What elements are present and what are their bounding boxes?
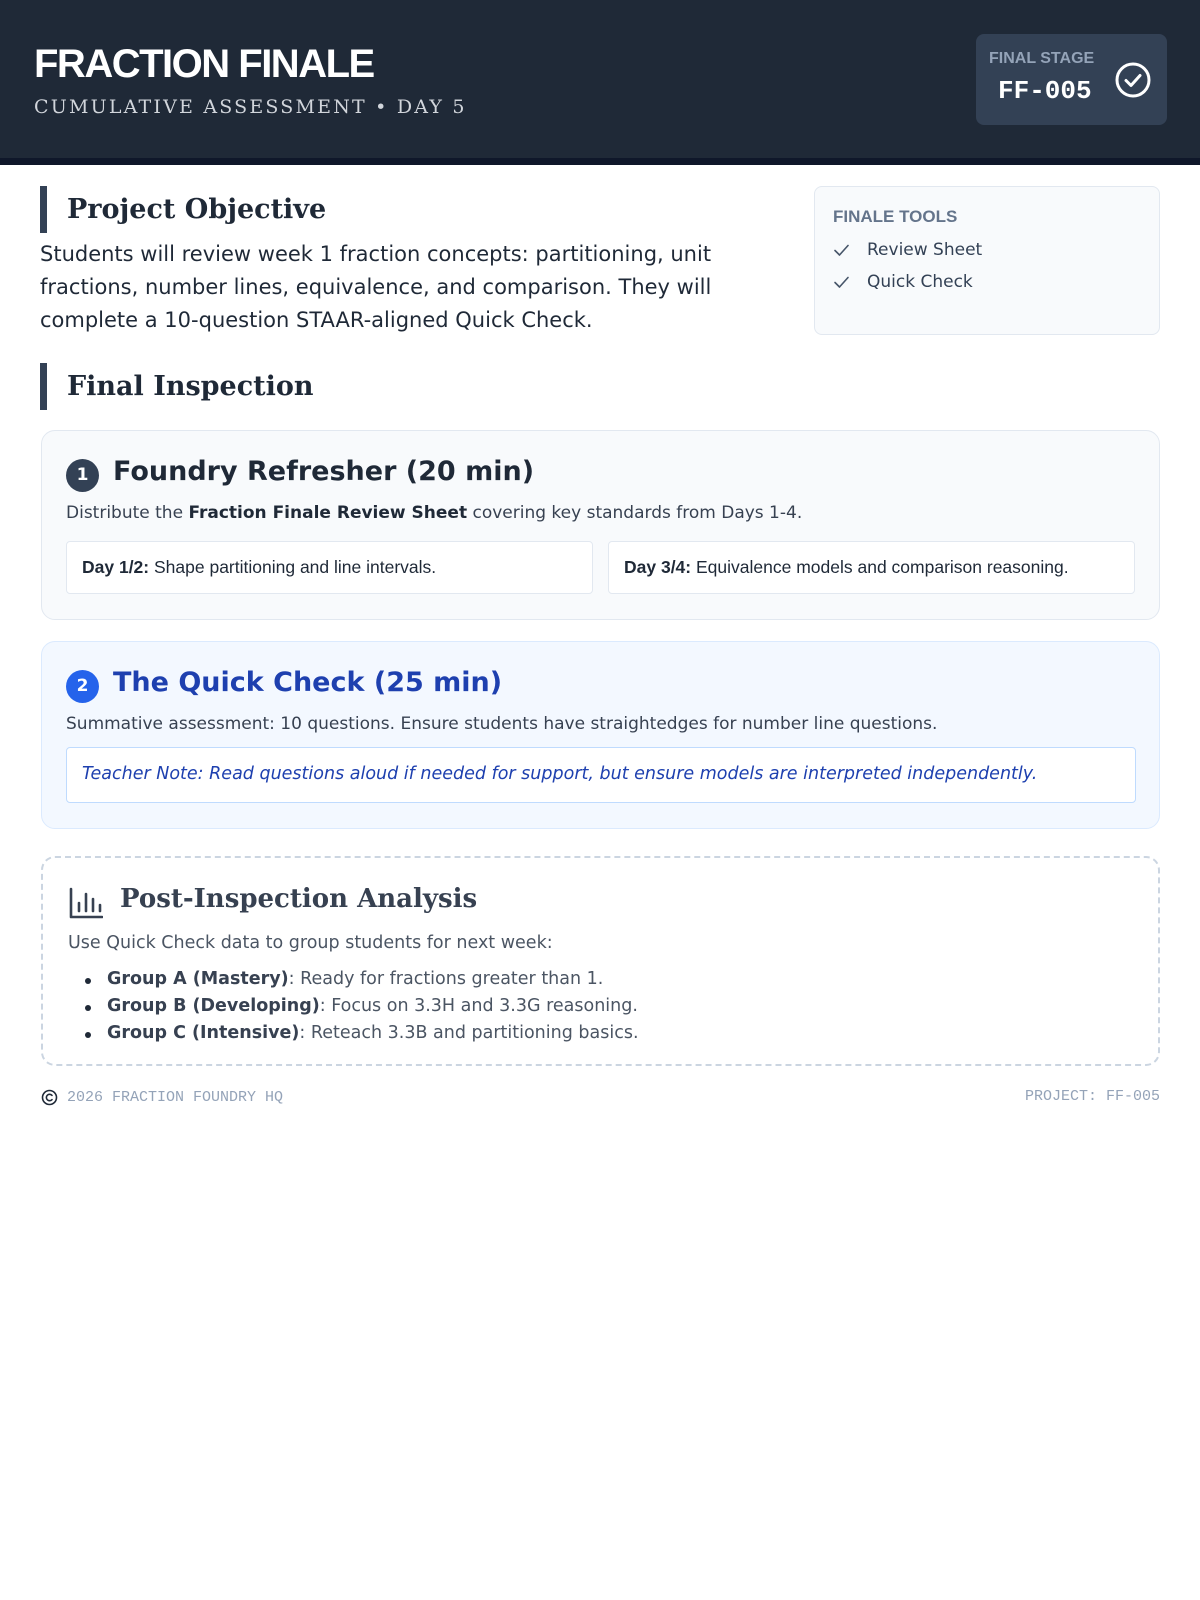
page-title: FRACTION FINALE xyxy=(34,42,374,86)
check-circle-icon xyxy=(1114,61,1152,99)
stage-badge xyxy=(976,34,1167,125)
day-summary-box: Day 1/2: Shape partitioning and line intervals. xyxy=(66,541,593,594)
step-title: Foundry Refresher (20 min) xyxy=(113,456,535,487)
step-card-quick-check xyxy=(41,641,1160,829)
objective-heading: Project Objective xyxy=(40,186,326,233)
checkmark-icon xyxy=(833,242,850,258)
tool-label: Review Sheet xyxy=(867,240,983,260)
step-description: Summative assessment: 10 questions. Ensure students have straightedges for number line questions. xyxy=(66,714,938,734)
header-bar xyxy=(0,0,1200,165)
step-card-refresher xyxy=(41,430,1160,620)
step-title: The Quick Check (25 min) xyxy=(113,667,503,698)
review-sheet-name: Fraction Finale Review Sheet xyxy=(188,503,468,523)
checkmark-icon xyxy=(833,274,850,290)
footer-project-id: PROJECT: FF-005 xyxy=(1024,1088,1160,1105)
inspection-heading: Final Inspection xyxy=(40,363,314,410)
footer-copyright-text: 2026 FRACTION FOUNDRY HQ xyxy=(67,1089,284,1106)
list-item: Group A (Mastery): Ready for fractions greater than 1. xyxy=(107,969,604,989)
list-item: Group C (Intensive): Reteach 3.3B and partitioning basics. xyxy=(107,1023,639,1043)
tool-label: Quick Check xyxy=(867,272,973,292)
stage-id: FF-005 xyxy=(998,76,1092,106)
page-subtitle: CUMULATIVE ASSESSMENT • DAY 5 xyxy=(34,96,467,118)
teacher-note: Teacher Note: Read questions aloud if needed for support, but ensure models are interpreted independently. xyxy=(66,747,1136,803)
objective-text: Students will review week 1 fraction concepts: partitioning, unit fractions, number lines, equivalence, and comparison. They will complete a 10-question STAAR-aligned Quick Check. xyxy=(40,242,712,332)
bar-chart-icon xyxy=(69,887,103,919)
analysis-panel xyxy=(41,856,1160,1066)
analysis-title: Post-Inspection Analysis xyxy=(120,884,478,914)
step-description: Distribute the Fraction Finale Review Sheet covering key standards from Days 1-4. xyxy=(66,503,803,523)
step-number-badge: 2 xyxy=(66,670,99,703)
list-item: Group B (Developing): Focus on 3.3H and 3.3G reasoning. xyxy=(107,996,638,1016)
tools-title: FINALE TOOLS xyxy=(833,207,958,226)
analysis-intro: Use Quick Check data to group students for next week: xyxy=(68,933,553,953)
finale-tools-panel xyxy=(814,186,1160,335)
day-summary-box: Day 3/4: Equivalence models and comparison reasoning. xyxy=(608,541,1135,594)
step-number-badge: 1 xyxy=(66,459,99,492)
stage-label: FINAL STAGE xyxy=(989,50,1095,67)
copyright-icon xyxy=(41,1089,58,1106)
